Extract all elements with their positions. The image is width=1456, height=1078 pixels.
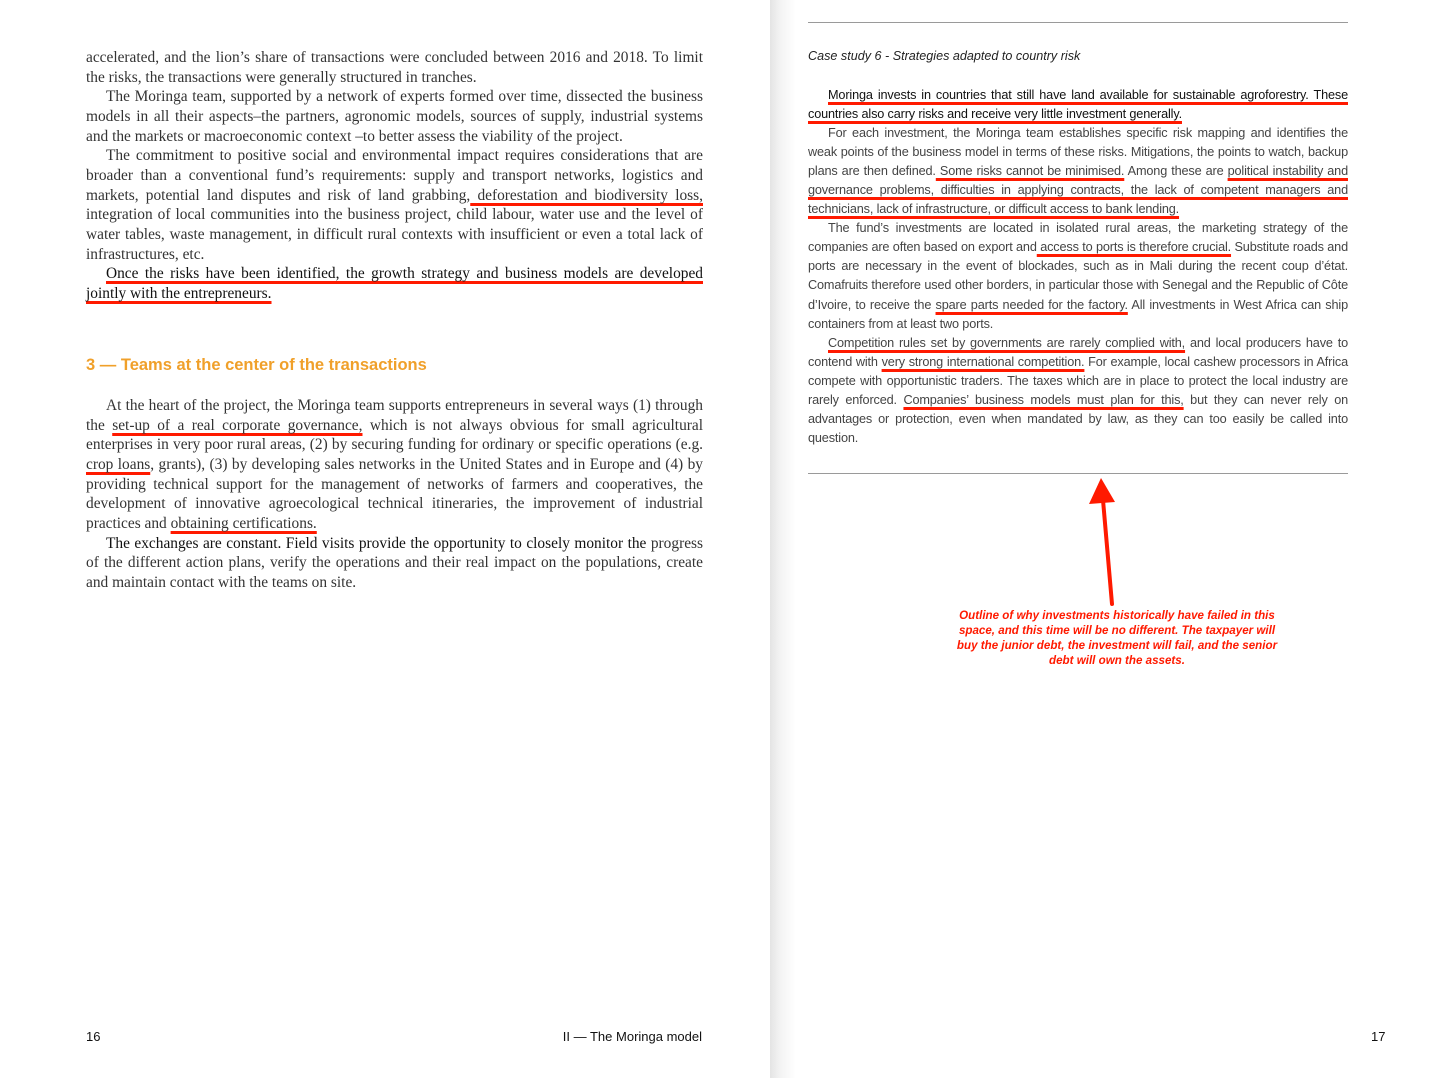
paragraph-3-text-b: integration of local communities into the business project, child labour, water use and the level of water tables, waste management, in difficult rural contexts with insufficient or even a total lack of infrastructures, etc. (86, 206, 703, 263)
annotation-arrow-icon (1080, 474, 1120, 610)
paragraph-4 (86, 264, 703, 303)
paragraph-6-text-dark: The exchanges are constant. Field visits provide the opportunity to closely monitor the (106, 534, 647, 552)
left-body-top (86, 48, 703, 304)
highlight-land-available: Moringa invests in countries that still have land available for sustainable agroforestry. These countries also carry risks and receive very little investment generally. (808, 88, 1348, 122)
section-heading: 3 — Teams at the center of the transactions (86, 356, 427, 374)
paragraph-5-text-c: , grants), (3) by developing sales networks in the United States and in Europe and (4) by providing technical support for the management of networks of farmers and cooperatives, the development of innovative agroecological technical itineraries, the improvement of industrial practices and (86, 455, 703, 532)
case-paragraph-4-text-a: and local producers have to contend with (808, 335, 1348, 369)
annotation-note: Outline of why investments historically have failed in this space, and this time will be no different. The taxpayer will buy the junior debt, the investment will fail, and the senior debt will own the assets. (956, 609, 1278, 667)
case-paragraph-4 (808, 334, 1348, 448)
case-paragraph-3-text-c: All investments in West Africa can ship containers from at least two ports. (808, 297, 1348, 331)
case-paragraph-2-text-a: For each investment, the Moringa team establishes specific risk mapping and identifies the weak points of the business model in terms of these risks. Mitigations, the points to watch, backup plans are then defined. (808, 126, 1348, 179)
case-paragraph-2-text-b: Among these are (1124, 164, 1228, 179)
paragraph-6 (86, 534, 703, 593)
case-study-body (808, 86, 1348, 448)
paragraph-2: The Moringa team, supported by a network of experts formed over time, dissected the business models in all their aspects–the partners, agronomic models, sources of supply, industrial systems and the markets or macroeconomic context –to better assess the viability of the project. (86, 88, 703, 145)
highlight-deforestation: deforestation and biodiversity loss, (470, 186, 703, 204)
paragraph-5 (86, 396, 703, 534)
highlight-risks-not-minimised: Some risks cannot be minimised. (935, 164, 1125, 179)
case-paragraph-2 (808, 124, 1348, 219)
page-number-right: 17 (1371, 1029, 1386, 1044)
case-paragraph-1 (808, 86, 1348, 124)
case-study-title: Case study 6 - Strategies adapted to country risk (808, 49, 1081, 63)
paragraph-6-text-rest: progress of the different action plans, verify the operations and their real impact on the populations, create and maintain contact with the teams on site. (86, 534, 704, 591)
case-paragraph-3-text-b: Substitute roads and ports are necessary in the event of blockades, such as in Mali during the recent coup d’état. Comafruits therefore used other borders, in particular those with Senegal and the Republic of Côte d’Ivoire, to receive the (808, 240, 1348, 312)
paragraph-3-text-a: The commitment to positive social and environmental impact requires considerations that are broader than a conventional fund’s requirements: supply and transport networks, logistics and markets, potential land disputes and risk of land grabbing, (86, 147, 703, 204)
paragraph-3 (86, 146, 703, 264)
highlight-ports-crucial: access to ports is therefore crucial. (1036, 240, 1232, 255)
highlight-risks-identified: Once the risks have been identified, the growth strategy and business models are developed jointly with the entrepreneurs. (86, 265, 703, 302)
highlight-international-competition: very strong international competition. (881, 354, 1085, 369)
highlight-spare-parts: spare parts needed for the factory. (935, 297, 1128, 312)
case-paragraph-4-text-c: but they can never rely on advantages or protection, even when mandated by law, as they can too easily be called into question. (808, 392, 1349, 445)
highlight-certifications: obtaining certifications. (170, 514, 317, 532)
case-study-bottom-rule (808, 473, 1348, 474)
case-paragraph-3-text-a: The fund’s investments are located in isolated rural areas, the marketing strategy of the companies are often based on export and (808, 221, 1348, 255)
highlight-business-models-plan: Companies’ business models must plan for this, (903, 392, 1184, 407)
case-study-top-rule (808, 22, 1348, 23)
paragraph-1: accelerated, and the lion’s share of transactions were concluded between 2016 and 2018. To limit the risks, the transactions were generally structured in tranches. (86, 49, 703, 86)
highlight-crop-loans: crop loans (86, 455, 151, 473)
case-paragraph-4-text-b: For example, local cashew processors in Africa compete with opportunistic traders. The taxes which are in place to protect the local industry are rarely enforced. (808, 354, 1349, 407)
highlight-corporate-governance: set-up of a real corporate governance, (112, 416, 363, 434)
running-footer: II — The Moringa model (562, 1029, 702, 1044)
paragraph-5-text-b: which is not always obvious for small agricultural enterprises in very poor rural areas, (2) by securing funding for ordinary or specific operations (e.g. (86, 416, 704, 454)
highlight-competition-rules: Competition rules set by governments are rarely complied with, (828, 335, 1186, 350)
paragraph-5-text-a: At the heart of the project, the Moringa team supports entrepreneurs in several ways (1) through the (86, 397, 703, 434)
page-number-left: 16 (86, 1029, 101, 1044)
highlight-political-instability: political instability and governance problems, difficulties in applying contracts, the lack of competent managers and technicians, lack of infrastructure, or difficult access to bank lending. (808, 164, 1348, 217)
case-paragraph-3 (808, 219, 1348, 333)
left-body-bottom (86, 396, 703, 593)
